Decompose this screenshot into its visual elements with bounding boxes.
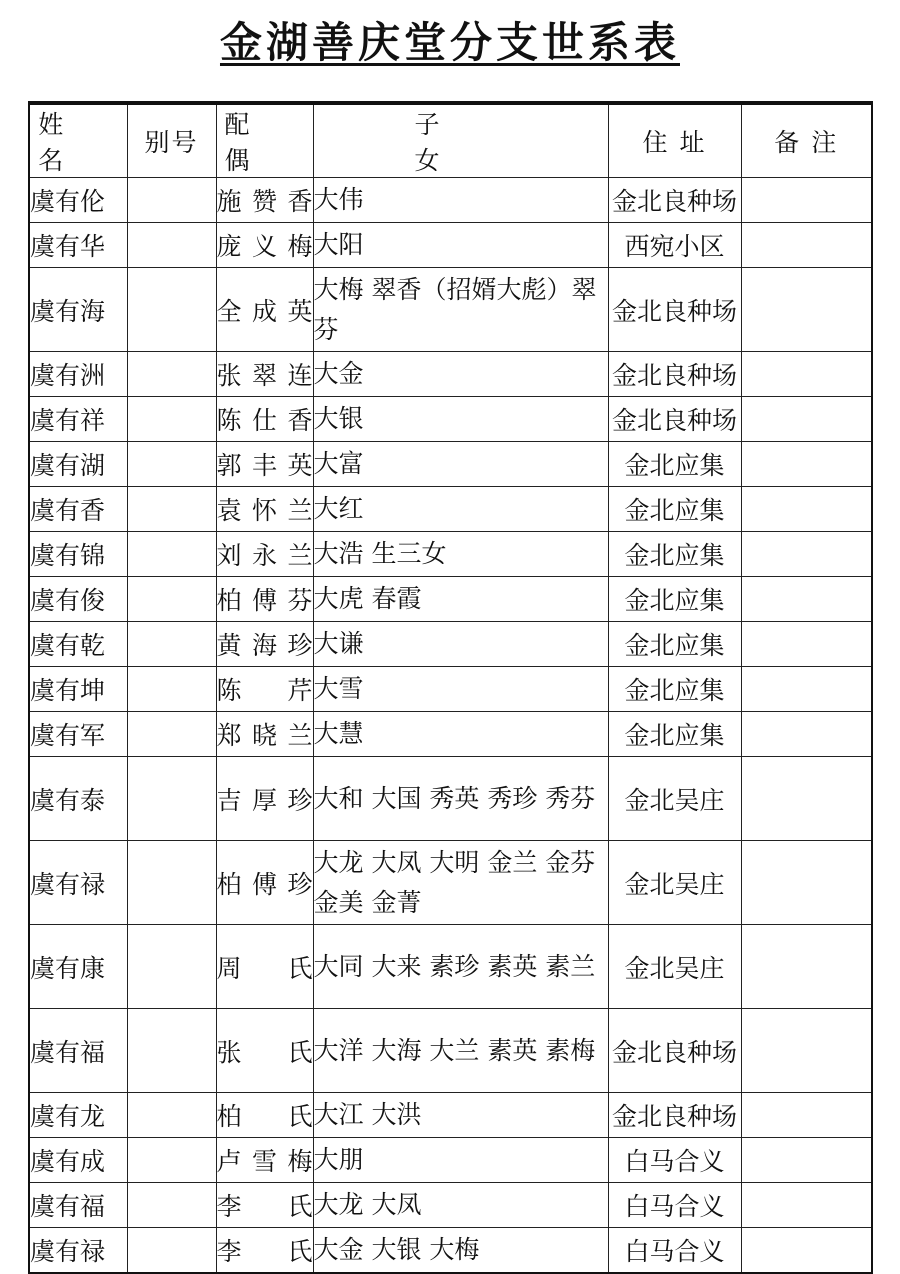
cell-children: 大同 大来 素珍 素英 素兰 [313, 925, 608, 1009]
cell-alias [127, 487, 216, 532]
cell-children: 大富 [313, 442, 608, 487]
cell-children: 大洋 大海 大兰 素英 素梅 [313, 1009, 608, 1093]
cell-remarks [741, 757, 872, 841]
cell-spouse: 柏傅珍 [216, 841, 313, 925]
header-alias: 别号 [127, 103, 216, 178]
table-row [29, 178, 872, 223]
title-text: 金湖善庆堂分支世系表 [219, 18, 680, 67]
cell-remarks [741, 622, 872, 667]
table-row [29, 352, 872, 397]
cell-name: 虞有康 [29, 925, 127, 1009]
cell-name: 虞有锦 [29, 532, 127, 577]
cell-alias [127, 1138, 216, 1183]
cell-name: 虞有祥 [29, 397, 127, 442]
cell-alias [127, 532, 216, 577]
table-row [29, 532, 872, 577]
cell-spouse: 郭丰英 [216, 442, 313, 487]
cell-address: 金北良种场 [608, 397, 741, 442]
table-body [29, 178, 872, 1274]
cell-address: 白马合义 [608, 1183, 741, 1228]
table-row [29, 1228, 872, 1274]
page-title [0, 14, 900, 72]
cell-name: 虞有海 [29, 268, 127, 352]
cell-remarks [741, 442, 872, 487]
cell-address: 金北良种场 [608, 1093, 741, 1138]
header-children: 子 女 [313, 103, 608, 178]
cell-alias [127, 268, 216, 352]
cell-address: 金北应集 [608, 532, 741, 577]
cell-children: 大红 [313, 487, 608, 532]
table-row [29, 1009, 872, 1093]
cell-name: 虞有乾 [29, 622, 127, 667]
table-row [29, 925, 872, 1009]
cell-address: 金北吴庄 [608, 757, 741, 841]
cell-remarks [741, 397, 872, 442]
table-row [29, 397, 872, 442]
cell-address: 金北良种场 [608, 268, 741, 352]
cell-children: 大龙 大凤 [313, 1183, 608, 1228]
cell-name: 虞有泰 [29, 757, 127, 841]
genealogy-table [28, 101, 873, 1274]
header-spouse: 配 偶 [216, 103, 313, 178]
cell-children: 大梅 翠香（招婿大彪）翠芬 [313, 268, 608, 352]
cell-address: 金北良种场 [608, 1009, 741, 1093]
cell-remarks [741, 223, 872, 268]
cell-alias [127, 1183, 216, 1228]
table-row [29, 841, 872, 925]
cell-children: 大阳 [313, 223, 608, 268]
cell-spouse: 施赞香 [216, 178, 313, 223]
cell-spouse: 李 氏 [216, 1183, 313, 1228]
table-row [29, 1183, 872, 1228]
cell-alias [127, 397, 216, 442]
cell-remarks [741, 712, 872, 757]
table-row [29, 487, 872, 532]
cell-remarks [741, 925, 872, 1009]
cell-address: 金北应集 [608, 487, 741, 532]
cell-alias [127, 622, 216, 667]
cell-remarks [741, 352, 872, 397]
cell-spouse: 陈 芹 [216, 667, 313, 712]
cell-remarks [741, 1009, 872, 1093]
cell-remarks [741, 1183, 872, 1228]
cell-name: 虞有龙 [29, 1093, 127, 1138]
cell-spouse: 陈仕香 [216, 397, 313, 442]
cell-address: 西宛小区 [608, 223, 741, 268]
cell-children: 大雪 [313, 667, 608, 712]
cell-remarks [741, 178, 872, 223]
cell-children: 大银 [313, 397, 608, 442]
table-row [29, 622, 872, 667]
cell-spouse: 周 氏 [216, 925, 313, 1009]
cell-remarks [741, 577, 872, 622]
table-row [29, 757, 872, 841]
cell-name: 虞有禄 [29, 841, 127, 925]
cell-alias [127, 757, 216, 841]
cell-remarks [741, 532, 872, 577]
cell-name: 虞有伦 [29, 178, 127, 223]
cell-remarks [741, 1228, 872, 1274]
cell-remarks [741, 1138, 872, 1183]
cell-children: 大龙 大凤 大明 金兰 金芬 金美 金菁 [313, 841, 608, 925]
cell-alias [127, 1093, 216, 1138]
cell-spouse: 郑晓兰 [216, 712, 313, 757]
cell-alias [127, 1009, 216, 1093]
header-remarks: 备 注 [741, 103, 872, 178]
cell-alias [127, 352, 216, 397]
cell-spouse: 袁怀兰 [216, 487, 313, 532]
cell-children: 大江 大洪 [313, 1093, 608, 1138]
cell-remarks [741, 1093, 872, 1138]
header-address: 住 址 [608, 103, 741, 178]
cell-name: 虞有湖 [29, 442, 127, 487]
cell-name: 虞有俊 [29, 577, 127, 622]
cell-address: 金北良种场 [608, 178, 741, 223]
table-row [29, 1093, 872, 1138]
cell-name: 虞有禄 [29, 1228, 127, 1274]
cell-address: 金北应集 [608, 577, 741, 622]
cell-spouse: 刘永兰 [216, 532, 313, 577]
header-row [29, 103, 872, 178]
cell-alias [127, 667, 216, 712]
table-row [29, 442, 872, 487]
cell-alias [127, 178, 216, 223]
cell-alias [127, 1228, 216, 1274]
cell-alias [127, 841, 216, 925]
cell-children: 大虎 春霞 [313, 577, 608, 622]
cell-children: 大伟 [313, 178, 608, 223]
cell-name: 虞有坤 [29, 667, 127, 712]
cell-name: 虞有福 [29, 1183, 127, 1228]
cell-spouse: 柏傅芬 [216, 577, 313, 622]
table-row [29, 712, 872, 757]
cell-spouse: 李 氏 [216, 1228, 313, 1274]
table-row [29, 268, 872, 352]
cell-alias [127, 577, 216, 622]
cell-address: 白马合义 [608, 1228, 741, 1274]
cell-remarks [741, 841, 872, 925]
cell-spouse: 卢雪梅 [216, 1138, 313, 1183]
cell-spouse: 吉厚珍 [216, 757, 313, 841]
cell-spouse: 全成英 [216, 268, 313, 352]
cell-children: 大朋 [313, 1138, 608, 1183]
table-row [29, 667, 872, 712]
cell-name: 虞有成 [29, 1138, 127, 1183]
table-row [29, 1138, 872, 1183]
cell-alias [127, 223, 216, 268]
cell-spouse: 黄海珍 [216, 622, 313, 667]
cell-children: 大和 大国 秀英 秀珍 秀芬 [313, 757, 608, 841]
cell-children: 大谦 [313, 622, 608, 667]
cell-alias [127, 712, 216, 757]
cell-remarks [741, 667, 872, 712]
cell-address: 金北应集 [608, 712, 741, 757]
cell-address: 金北良种场 [608, 352, 741, 397]
cell-remarks [741, 268, 872, 352]
table-row [29, 223, 872, 268]
header-name: 姓 名 [29, 103, 127, 178]
cell-spouse: 张 氏 [216, 1009, 313, 1093]
cell-spouse: 庞义梅 [216, 223, 313, 268]
cell-name: 虞有福 [29, 1009, 127, 1093]
cell-address: 白马合义 [608, 1138, 741, 1183]
cell-name: 虞有香 [29, 487, 127, 532]
table-row [29, 577, 872, 622]
cell-children: 大浩 生三女 [313, 532, 608, 577]
cell-name: 虞有华 [29, 223, 127, 268]
cell-children: 大慧 [313, 712, 608, 757]
cell-address: 金北应集 [608, 622, 741, 667]
cell-name: 虞有洲 [29, 352, 127, 397]
cell-spouse: 柏 氏 [216, 1093, 313, 1138]
cell-spouse: 张翠连 [216, 352, 313, 397]
cell-name: 虞有军 [29, 712, 127, 757]
cell-alias [127, 925, 216, 1009]
cell-remarks [741, 487, 872, 532]
cell-address: 金北应集 [608, 442, 741, 487]
cell-children: 大金 大银 大梅 [313, 1228, 608, 1274]
cell-address: 金北应集 [608, 667, 741, 712]
cell-alias [127, 442, 216, 487]
cell-address: 金北吴庄 [608, 841, 741, 925]
cell-children: 大金 [313, 352, 608, 397]
cell-address: 金北吴庄 [608, 925, 741, 1009]
